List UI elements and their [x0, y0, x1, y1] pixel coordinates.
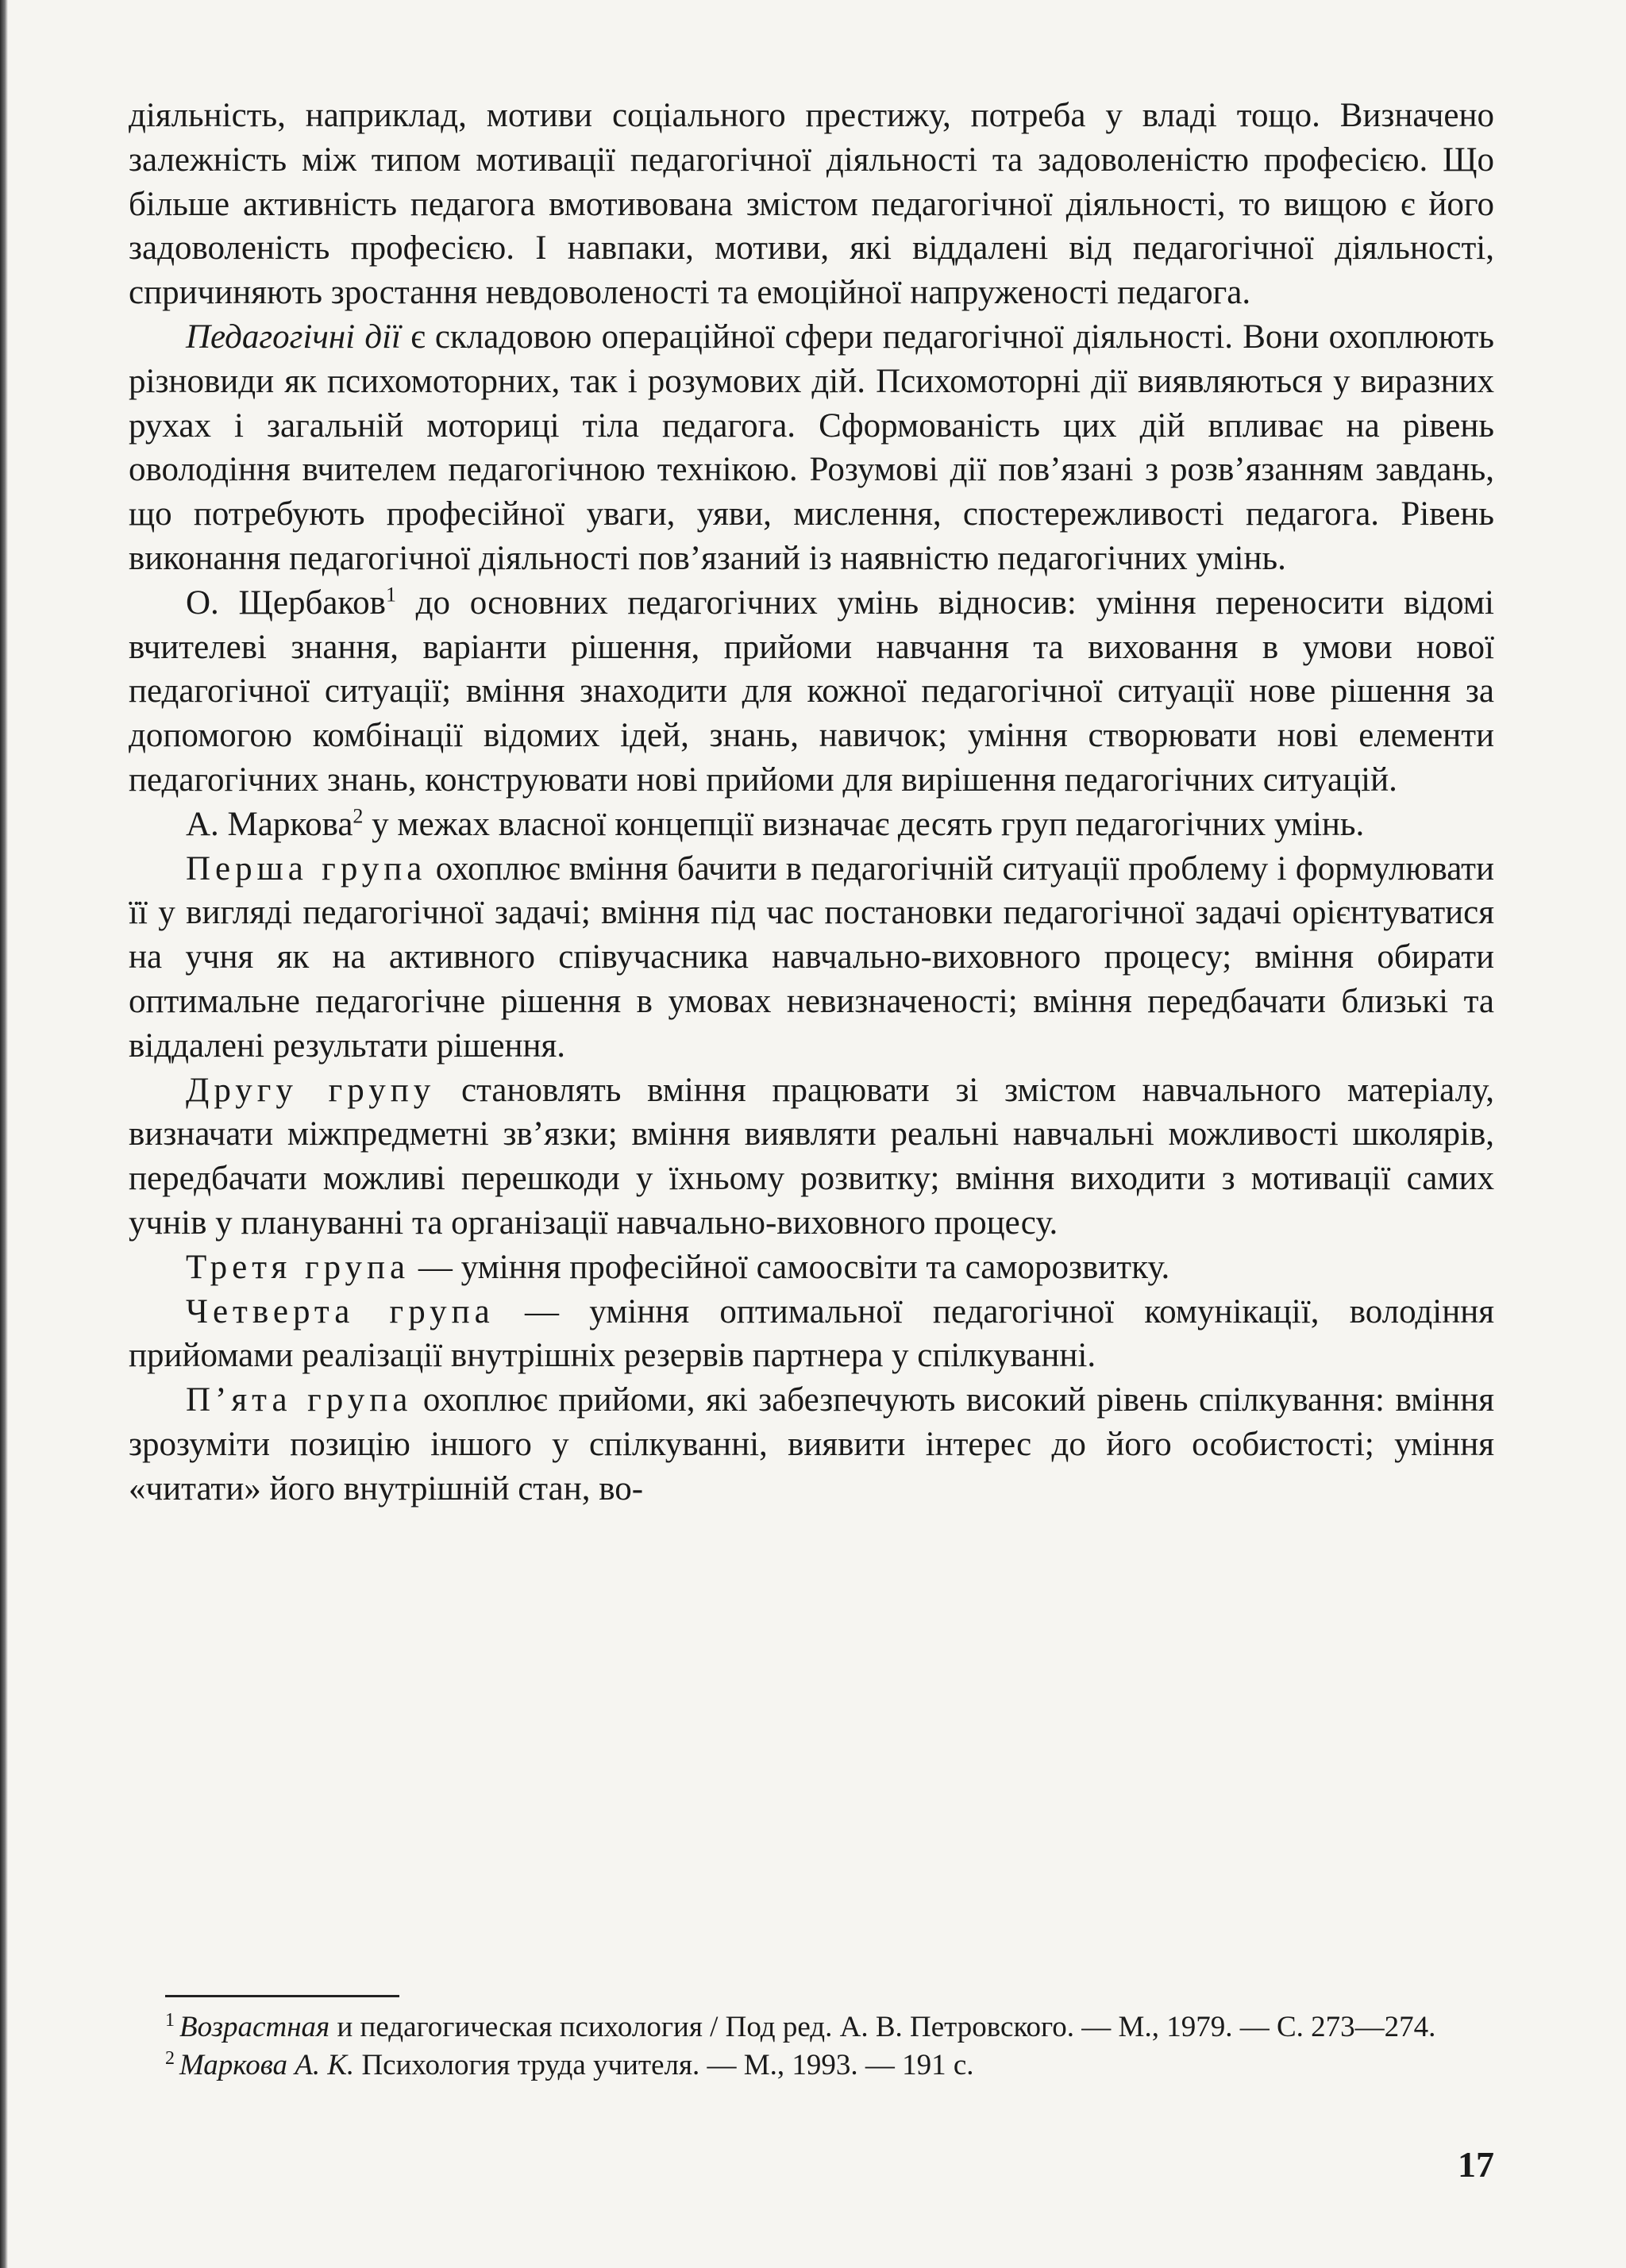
group-1-text: охоплює вміння бачити в педагогічній ситуації проблему і формулювати її у вигляді педагогічної задачі; вміння під час постановки педагогічної задачі орієнтуватися на учня як на активного співучасника навчально-виховного процесу; вміння обирати оптимальне педагогічне рішення в умовах невизначеності; вміння передбачати близькі та віддалені результати рішення.: [129, 849, 1494, 1065]
paragraph-group-5: [129, 1378, 1494, 1511]
footnote-1: [165, 2008, 1491, 2047]
footnote-ref-2: 2: [353, 804, 364, 828]
main-text: [129, 94, 1494, 1511]
footnote-1-italic: Возрастная: [179, 2011, 330, 2043]
footnote-2-mark: 2: [165, 2047, 175, 2069]
group-2-text: становлять вміння працювати зі змістом навчального матеріалу, визначати міжпредметні зв’язки; вміння виявляти реальні навчальні можливості школярів, передбачати можливі перешкоди у їхньому розвитку; вміння виходити з мотивації самих учнів у плануванні та організації навчально-виховного процесу.: [129, 1071, 1494, 1242]
paragraph-group-4: [129, 1290, 1494, 1379]
page-binding-edge: [0, 0, 8, 2268]
footnote-2: [165, 2047, 1491, 2085]
group-1-heading: Перша група: [186, 849, 427, 888]
paragraph-group-3: [129, 1246, 1494, 1290]
footnote-separator: [165, 1995, 399, 1997]
paragraph-group-2: [129, 1069, 1494, 1246]
footnotes: [165, 2008, 1491, 2085]
group-3-heading: Третя група: [186, 1248, 410, 1286]
paragraph-2: [129, 315, 1494, 581]
paragraph-3-text: до основних педагогічних умінь відносив: уміння переносити відомі вчителеві знання, варіанти рішення, прийоми навчання та виховання в умови нової педагогічної ситуації; вміння знаходити для кожної педагогічної ситуації нове рішення за допомогою комбінації відомих ідей, знань, навичок; уміння створювати нові елементи педагогічних знань, конструювати нові прийоми для вирішення педагогічних ситуацій.: [129, 583, 1494, 799]
paragraph-4: [129, 803, 1494, 847]
page-number: 17: [1458, 2144, 1494, 2185]
footnote-2-text: Психология труда учителя. — М., 1993. — 191 с.: [354, 2049, 974, 2081]
footnote-1-text: и педагогическая психология / Под ред. А. В. Петровского. — М., 1979. — С. 273—274.: [329, 2011, 1436, 2043]
group-5-text: охоплює прийоми, які забезпечують високий рівень спілкування: вміння зрозуміти позицію іншого у спілкуванні, виявити інтерес до його особистості; уміння «читати» його внутрішній стан, во-: [129, 1381, 1494, 1508]
group-5-heading: П’ята група: [186, 1381, 413, 1419]
author-markova: А. Маркова: [186, 805, 353, 843]
paragraph-group-1: [129, 847, 1494, 1069]
group-3-text: — уміння професійної самоосвіти та саморозвитку.: [410, 1248, 1170, 1286]
footnote-1-mark: 1: [165, 2009, 175, 2031]
group-2-heading: Другу групу: [186, 1071, 436, 1109]
group-4-heading: Четверта група: [186, 1292, 495, 1330]
author-shcherbakov: О. Щербаков: [186, 583, 386, 622]
footnote-ref-1: 1: [385, 583, 396, 606]
term-pedagogical-actions: Педагогічні дії: [186, 318, 401, 356]
paragraph-4-text: у межах власної концепції визначає десять груп педагогічних умінь.: [363, 805, 1365, 843]
footnote-2-italic: Маркова А. К.: [179, 2049, 355, 2081]
paragraph-2-text: є складовою операційної сфери педагогічної діяльності. Вони охоплюють різновиди як психомоторних, так і розумових дій. Психомоторні дії виявляються у виразних рухах і загальній моториці тіла педагога. Сформованість цих дій впливає на рівень оволодіння вчителем педагогічною технікою. Розумові дії пов’язані з розв’язанням завдань, що потребують професійної уваги, уяви, мислення, спостережливості педагога. Рівень виконання педагогічної діяльності пов’язаний із наявністю педагогічних умінь.: [129, 318, 1494, 577]
group-4-text: — уміння оптимальної педагогічної комунікації, володіння прийомами реалізації внутрішніх резервів партнера у спілкуванні.: [129, 1292, 1494, 1375]
paragraph-3: [129, 581, 1494, 803]
paragraph-1: діяльність, наприклад, мотиви соціального престижу, потреба у владі тощо. Визначено залежність між типом мотивації педагогічної діяльності та задоволеністю професією. Що більше активність педагога вмотивована змістом педагогічної діяльності, то вищою є його задоволеність професією. І навпаки, мотиви, які віддалені від педагогічної діяльності, спричиняють зростання невдоволеності та емоційної напруженості педагога.: [129, 97, 1494, 312]
